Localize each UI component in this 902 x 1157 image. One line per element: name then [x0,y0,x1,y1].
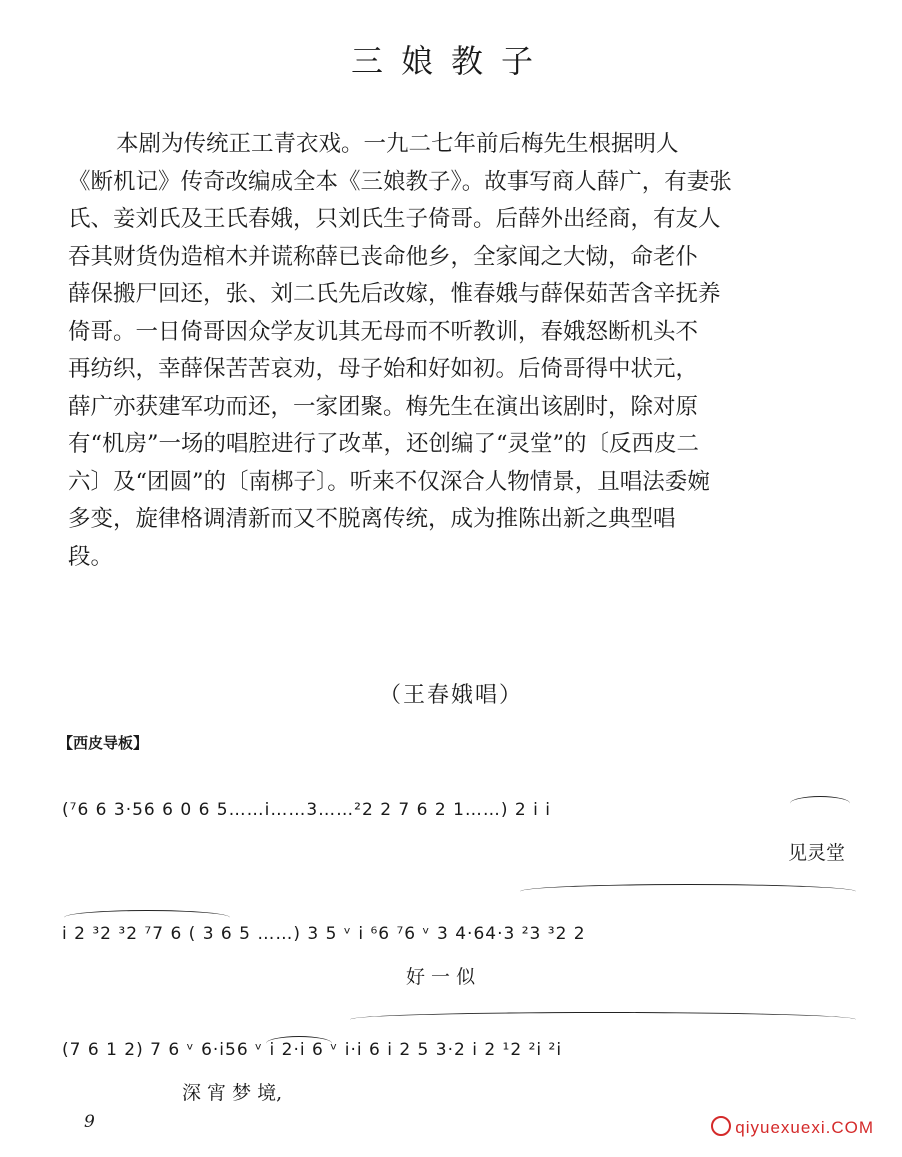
slur-mark [266,1036,332,1051]
site-watermark [711,1116,874,1138]
intro-line: 《断机记》传奇改编成全本《三娘教子》。故事写商人薛广，有妻张 [68,168,732,195]
tempo-marking: 【西皮导板】 [58,734,149,752]
intro-line: 段。 [68,543,114,570]
intro-paragraph [68,126,806,576]
intro-line: 多变，旋律格调清新而又不脱离传统，成为推陈出新之典型唱 [68,506,676,532]
slur-mark [520,884,856,899]
intro-line: 吞其财货伪造棺木并谎称薛已丧命他乡，全家闻之大恸，命老仆 [68,243,699,270]
page-title: 三娘教子 [350,42,551,80]
watermark-text: qiyuexuexi.COM [735,1118,874,1137]
notation-staff-3 [62,1040,862,1105]
jianpu-notes: (7 6 1 2) 7 6 ᵛ 6·i56 ᵛ i 2·i 6 ᵛ i·i 6 i 2 5 3·2 i 2 ¹2 ²i ²i [62,1040,563,1060]
lyrics-line: 见灵堂 [788,842,846,864]
jianpu-notes: i 2 ³2 ³2 ⁷7 6 ( 3 6 5 ……) 3 5 ᵛ i ⁶6 ⁷6 ᵛ 3 4·64·3 ²3 ³2 2 [62,924,586,944]
lyrics-line: 好 一 似 [406,966,476,988]
notation-staff-2 [62,924,862,989]
intro-line: 倚哥。一日倚哥因众学友讥其无母而不听教训，春娥怒断机头不 [68,318,699,345]
intro-line: 薛保搬尸回还，张、刘二氏先后改嫁，惟春娥与薛保茹苦含辛抚养 [68,281,721,307]
intro-line: 薛广亦获建军功而还，一家团聚。梅先生在演出该剧时，除对原 [68,393,699,420]
page-number: 9 [84,1112,95,1132]
slur-mark [64,910,230,925]
singer-caption: （王春娥唱） [378,683,523,708]
jianpu-notes: (⁷6 6 3·56 6 0 6 5……i……3……²2 2 7 6 2 1……) 2 i i [62,800,551,820]
intro-line: 本剧为传统正工青衣戏。一九二七年前后梅先生根据明人 [116,131,679,157]
intro-line: 再纺织，幸薛保苦苦哀劝，母子始和好如初。后倚哥得中状元， [68,356,699,382]
intro-line: 六〕及“团圆”的〔南梆子〕。听来不仅深合人物情景，且唱法委婉 [68,468,710,495]
slur-mark [790,796,850,811]
lyrics-line: 深 宵 梦 境, [182,1082,283,1104]
watermark-logo-icon [711,1116,731,1136]
intro-line: 有“机房”一场的唱腔进行了改革，还创编了“灵堂”的〔反西皮二 [68,431,700,457]
intro-line: 氏、妾刘氏及王氏春娥，只刘氏生子倚哥。后薛外出经商，有友人 [68,206,721,232]
notation-staff-1 [62,800,862,865]
slur-mark [350,1012,856,1027]
